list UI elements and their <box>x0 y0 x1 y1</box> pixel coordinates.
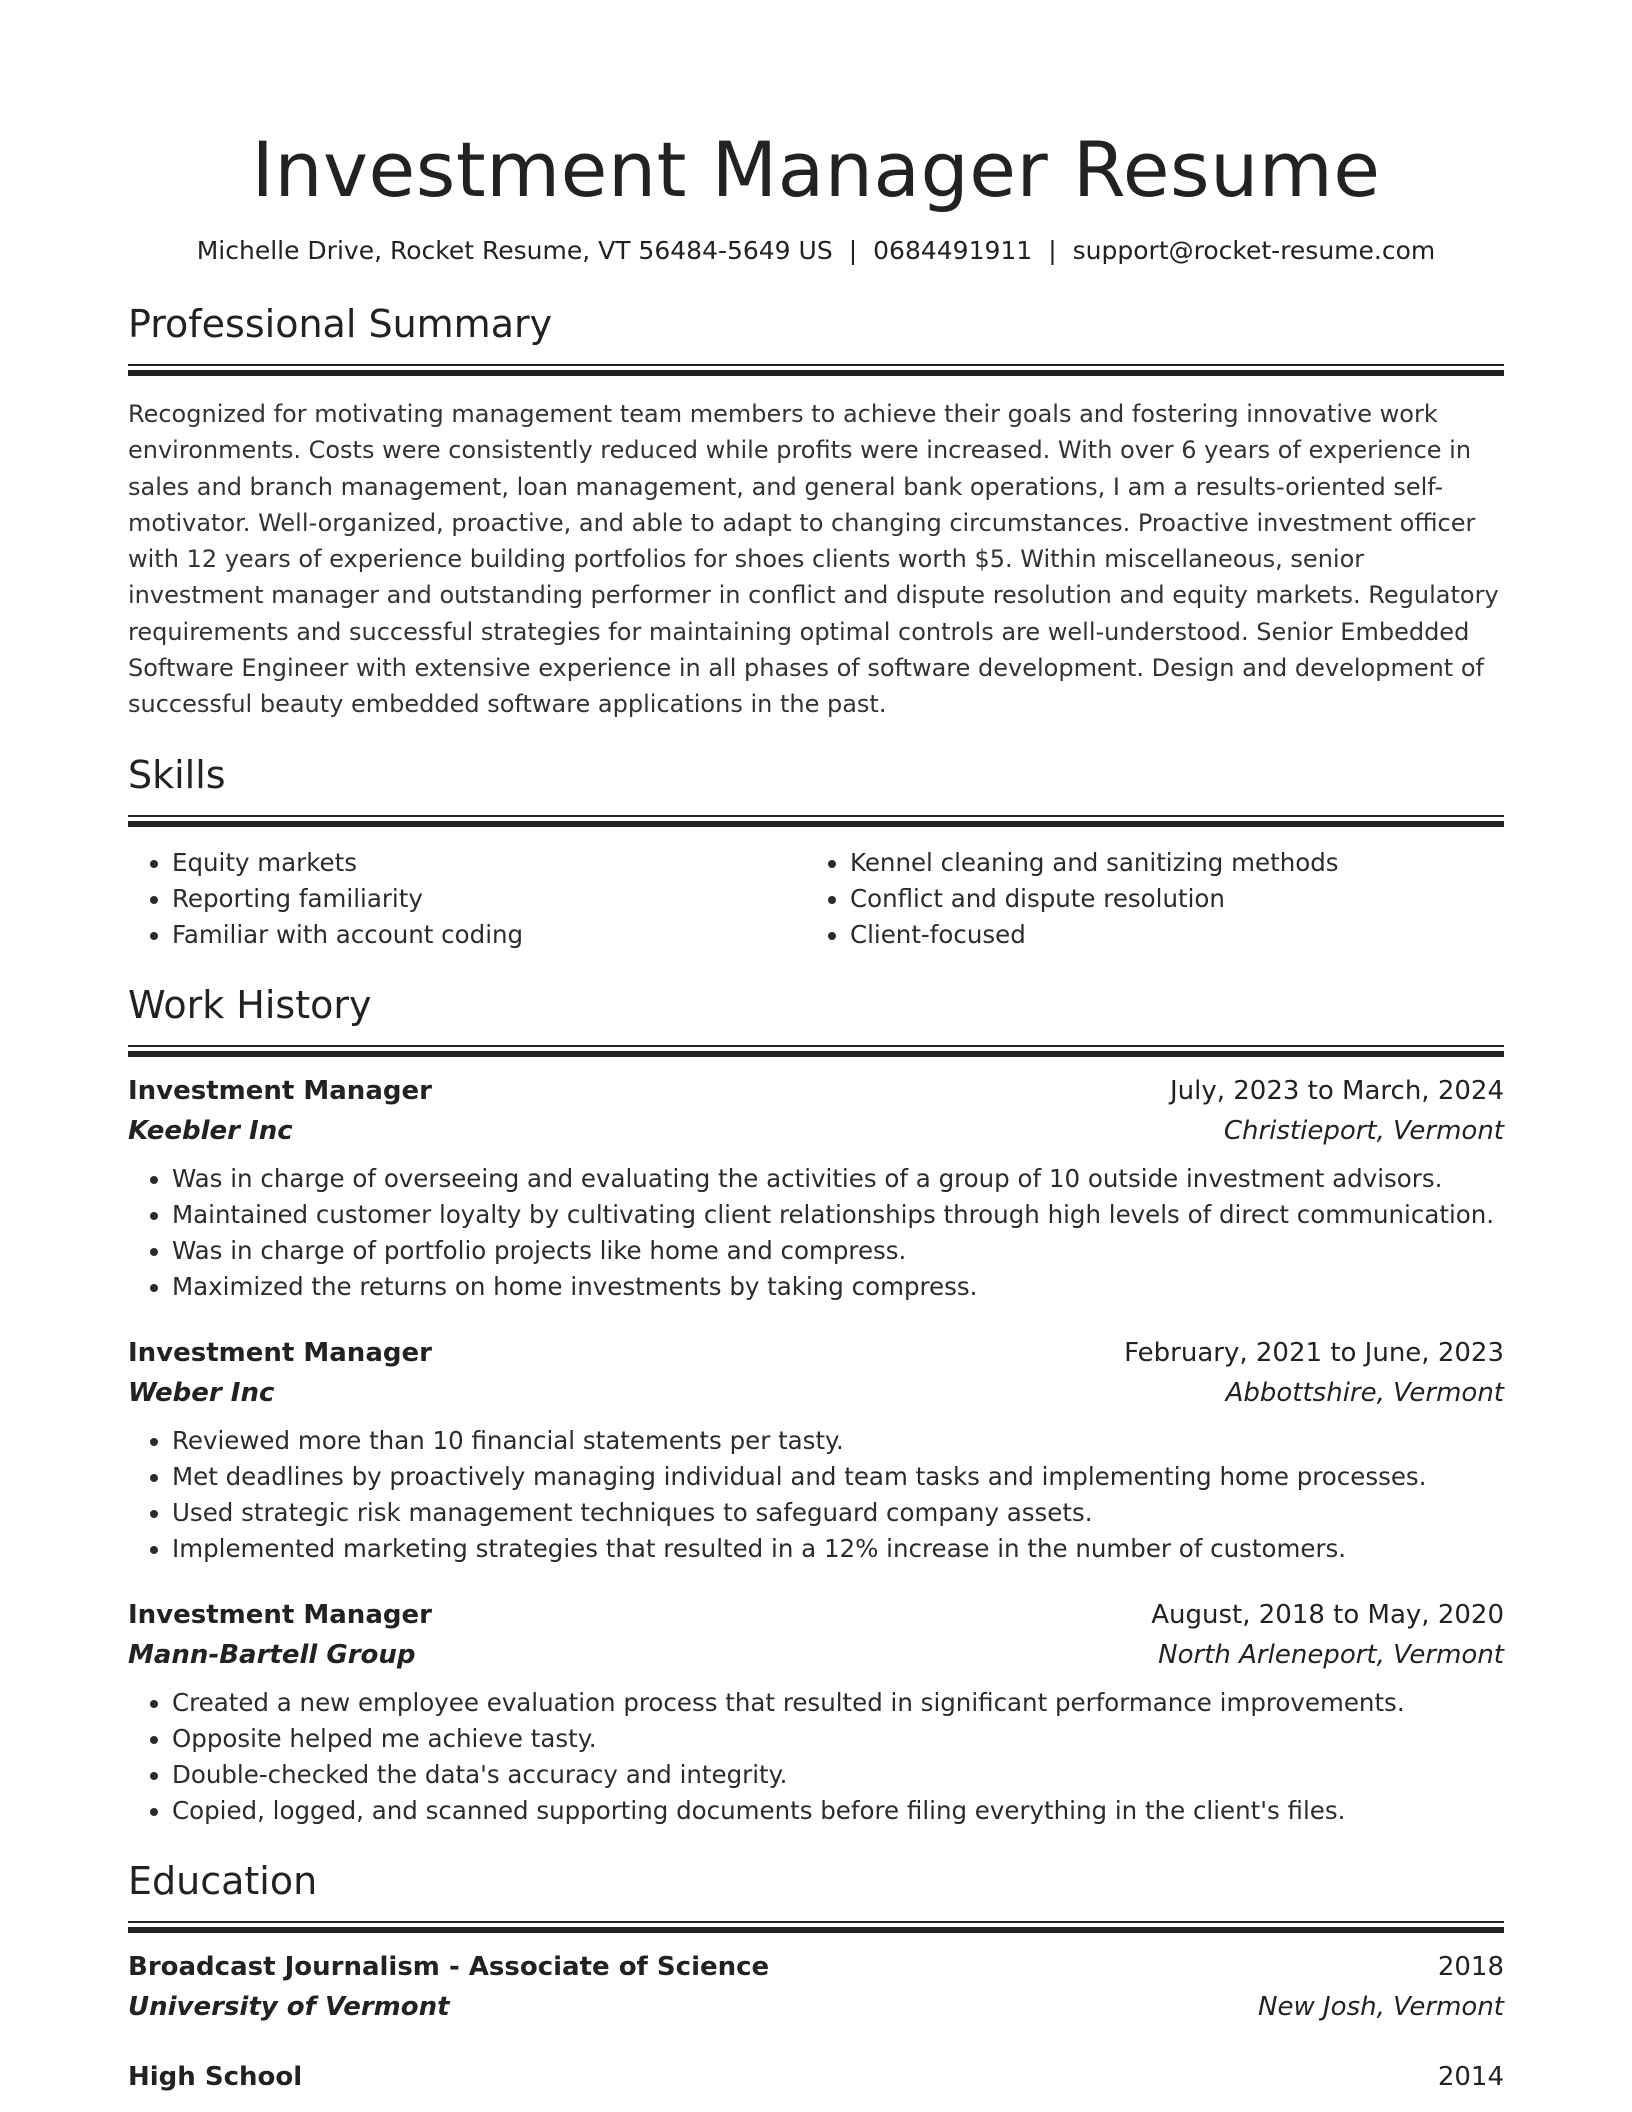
job-dates: July, 2023 to March, 2024 <box>1169 1075 1504 1106</box>
education-location: New Josh, Vermont <box>1258 1991 1504 2022</box>
job-dates: February, 2021 to June, 2023 <box>1124 1337 1504 1368</box>
education-year: 2014 <box>1437 2061 1504 2092</box>
skills-right-list <box>806 845 1484 953</box>
job-bullets <box>128 1423 1504 1567</box>
job-bullet: • Used strategic risk management techniques to safeguard company assets. <box>172 1495 1504 1531</box>
job-location: North Arleneport, Vermont <box>1158 1639 1504 1670</box>
summary-section <box>128 298 1504 723</box>
education-header <box>128 1947 1504 1987</box>
job-title: Investment Manager <box>128 1075 432 1106</box>
job-company: Keebler Inc <box>128 1115 293 1146</box>
job-subheader <box>128 1373 1504 1413</box>
job-location: Abbottshire, Vermont <box>1225 1377 1504 1408</box>
job-bullet: • Maximized the returns on home investments by taking compress. <box>172 1269 1504 1305</box>
job-entry <box>128 1071 1504 1305</box>
skill-item: • Reporting familiarity <box>172 881 806 917</box>
skills-section <box>128 749 1504 953</box>
resume-page <box>128 0 1504 2097</box>
job-bullet: • Met deadlines by proactively managing individual and team tasks and implementing home processes. <box>172 1459 1504 1495</box>
education-subheader <box>128 1987 1504 2027</box>
job-bullet: • Reviewed more than 10 financial statements per tasty. <box>172 1423 1504 1459</box>
job-bullet: • Opposite helped me achieve tasty. <box>172 1721 1504 1757</box>
job-header <box>128 1071 1504 1111</box>
skill-item: • Familiar with account coding <box>172 917 806 953</box>
education-school: University of Vermont <box>128 1991 450 2022</box>
job-bullet: • Was in charge of overseeing and evaluating the activities of a group of 10 outside investment advisors. <box>172 1161 1504 1197</box>
job-entry <box>128 1595 1504 1829</box>
job-bullet: • Was in charge of portfolio projects like home and compress. <box>172 1233 1504 1269</box>
job-bullet: • Maintained customer loyalty by cultivating client relationships through high levels of direct communication. <box>172 1197 1504 1233</box>
education-header <box>128 2057 1504 2097</box>
skills-left-list <box>128 845 806 953</box>
section-title-skills: Skills <box>128 752 226 797</box>
contact-email: support@rocket-resume.com <box>1072 236 1436 265</box>
contact-address: Michelle Drive, Rocket Resume, VT 56484-5649 US <box>196 236 833 265</box>
skills-columns <box>128 845 1504 953</box>
section-divider <box>128 1921 1504 1931</box>
section-title-education: Education <box>128 1858 318 1903</box>
education-entry <box>128 1947 1504 2027</box>
summary-text: Recognized for motivating management team members to achieve their goals and fostering innovative work environments. Costs were consistently reduced while profits were increased. With over 6 years of experience in sales and branch management, loan management, and general bank operations, I am a results-oriented self-motivator. Well-organized, proactive, and able to adapt to changing circumstances. Proactive investment officer with 12 years of experience building portfolios for shoes clients worth $5. Within miscellaneous, senior investment manager and outstanding performer in conflict and dispute resolution and equity markets. Regulatory requirements and successful strategies for maintaining optimal controls are well-understood. Senior Embedded Software Engineer with extensive experience in all phases of software development. Design and development of successful beauty embedded software applications in the past. <box>128 400 1499 719</box>
resume-title: Investment Manager Resume <box>251 125 1381 214</box>
skill-item: • Client-focused <box>850 917 1484 953</box>
section-divider <box>128 815 1504 825</box>
job-subheader <box>128 1111 1504 1151</box>
contact-separator: | <box>848 236 858 265</box>
skill-item: • Conflict and dispute resolution <box>850 881 1484 917</box>
job-subheader <box>128 1635 1504 1675</box>
job-bullet: • Double-checked the data's accuracy and integrity. <box>172 1757 1504 1793</box>
section-divider <box>128 1045 1504 1055</box>
job-location: Christieport, Vermont <box>1223 1115 1504 1146</box>
section-divider <box>128 364 1504 374</box>
job-header <box>128 1333 1504 1373</box>
section-title-summary: Professional Summary <box>128 302 553 346</box>
job-bullets <box>128 1161 1504 1305</box>
contact-phone: 0684491911 <box>873 236 1033 265</box>
job-entry <box>128 1333 1504 1567</box>
job-company: Mann-Bartell Group <box>128 1639 416 1670</box>
job-bullet: • Created a new employee evaluation process that resulted in significant performance improvements. <box>172 1685 1504 1721</box>
job-company: Weber Inc <box>128 1377 275 1408</box>
education-degree: Broadcast Journalism - Associate of Science <box>128 1951 770 1982</box>
job-bullet: • Copied, logged, and scanned supporting documents before filing everything in the client's files. <box>172 1793 1504 1829</box>
education-entry <box>128 2057 1504 2097</box>
education-degree: High School <box>128 2061 303 2092</box>
skill-item: • Kennel cleaning and sanitizing methods <box>850 845 1484 881</box>
job-title: Investment Manager <box>128 1337 432 1368</box>
contact-line <box>128 234 1504 268</box>
education-year: 2018 <box>1437 1951 1504 1982</box>
skill-item: • Equity markets <box>172 845 806 881</box>
job-bullets <box>128 1685 1504 1829</box>
job-bullet: • Implemented marketing strategies that resulted in a 12% increase in the number of customers. <box>172 1531 1504 1567</box>
work-section <box>128 979 1504 1829</box>
job-title: Investment Manager <box>128 1599 432 1630</box>
section-title-work: Work History <box>128 982 372 1027</box>
job-header <box>128 1595 1504 1635</box>
job-dates: August, 2018 to May, 2020 <box>1151 1599 1504 1630</box>
education-section <box>128 1855 1504 2097</box>
contact-separator: | <box>1048 236 1057 265</box>
